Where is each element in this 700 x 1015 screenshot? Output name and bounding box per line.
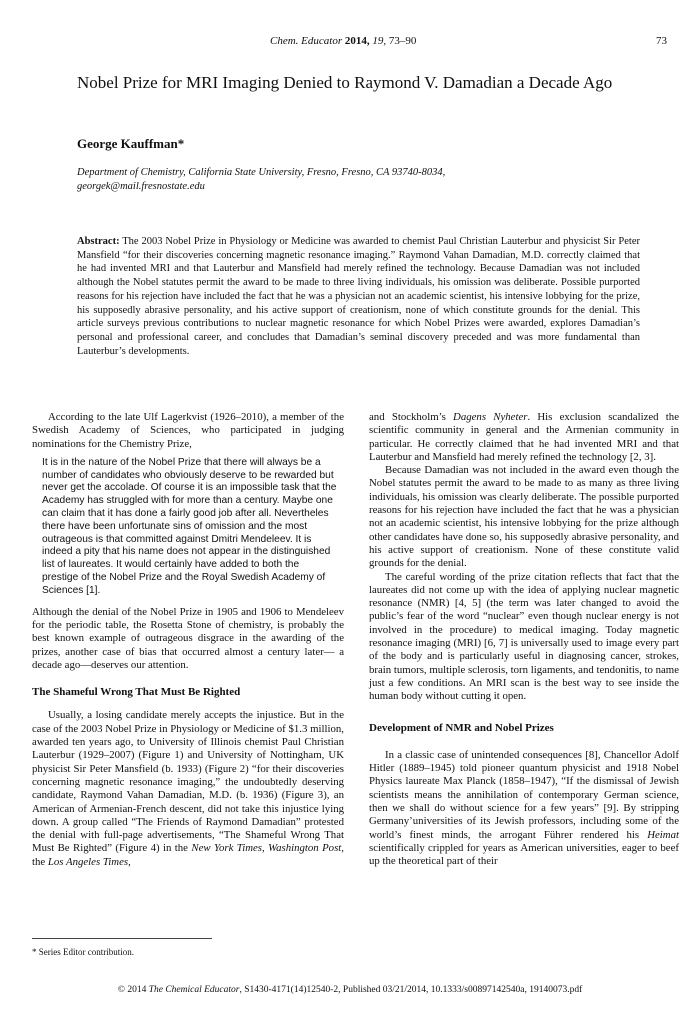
paragraph: The careful wording of the prize citation reflects that fact that the laureates did not come up with the idea of applying nuclear magnetic resonance (NMR) [4, 5] (the term was later changed to avoid the public’s fear of the word “nuclear” even though nuclear energy is not involved in the procedure) to medical imaging. Today magnetic resonance imaging (MRI) [6, 7] is universally used to image every part of the body and is particularly useful in diagnosing cancer, strokes, brain tumors, multiple sclerosis, torn ligaments, and tendonitis, to name just a few conditions. An MRI scan is the best way to see inside the human body without cutting it open. bbox=[369, 570, 679, 703]
separator: , bbox=[128, 855, 131, 868]
section-heading: The Shameful Wrong That Must Be Righted bbox=[32, 686, 241, 699]
affiliation-email: georgek@mail.fresnostate.edu bbox=[77, 181, 205, 192]
author-name: George Kauffman* bbox=[77, 136, 185, 151]
article-title: Nobel Prize for MRI Imaging Denied to Raymond V. Damadian a Decade Ago bbox=[77, 73, 613, 92]
footnote: * Series Editor contribution. bbox=[32, 947, 134, 957]
left-column bbox=[32, 411, 344, 869]
journal-pages: 73–90 bbox=[388, 35, 417, 47]
section-heading: Development of NMR and Nobel Prizes bbox=[369, 721, 554, 734]
newspaper-name: Dagens Nyheter bbox=[453, 411, 528, 423]
abstract bbox=[77, 235, 640, 358]
journal-volume: 19, bbox=[372, 35, 387, 47]
newspaper-name: New York Times bbox=[191, 842, 262, 855]
footer-citation: , S1430-4171(14)12540-2, Published 03/21/2014, 10.1333/s00897142540a, 19140073.pdf bbox=[239, 985, 583, 995]
paragraph bbox=[369, 749, 679, 869]
newspaper-name: Washington Post bbox=[268, 842, 342, 855]
paragraph-text: and Stockholm’s bbox=[369, 411, 454, 423]
journal-name: Chem. Educator bbox=[270, 35, 343, 47]
author-affiliation bbox=[77, 166, 587, 194]
paragraph: Because Damadian was not included in the award even though the Nobel statutes permit the award to be made to as many as three living individuals, his omission was clearly deliberate. The possible purported reasons for his rejection have included the fact that he was a physician not an academic scientist, his intensive lobbying for the prize although other candidates have done so, his supposedly abrasive personality, and his active support of creationism. None of these constitute valid grounds for the denial. bbox=[369, 464, 679, 570]
right-column bbox=[369, 411, 679, 869]
abstract-text: The 2003 Nobel Prize in Physiology or Medicine was awarded to chemist Paul Christian Lauterbur and physicist Sir Peter Mansfield “for their discoveries concerning magnetic resonance imaging.” Raymond Vahan Damadian, M.D. correctly claimed that he had invented MRI and that Lauterbur and Mansfield had merely refined the technology. Because Damadian was not included although the Nobel statutes permit the award to be made to three living individuals, his omission was deliberate. Possible purported reasons for his rejection have included the fact that he was a physician not an academic scientist, his intensive lobbying for the prize, his supposedly abrasive personality, and his active support of creationism, none of which constitute grounds for the denial. This article surveys previous contributions to nuclear magnetic resonance for which Nobel Prizes were awarded, explores Damadian’s personal and professional career, and concludes that Damadian’s seminal discovery preceded and was more fundamental than Lauterbur’s developments. bbox=[77, 236, 640, 357]
newspaper-name: Los Angeles Times bbox=[47, 855, 129, 868]
paragraph-text: In a classic case of unintended consequences [8], Chancellor Adolf Hitler (1889–1945) told pioneer quantum physicist and 1918 Nobel Physics laureate Max Planck (1858–1947), “If the dismissal of Jewish scientists means the annihilation of contemporary German science, then we shall do without science for a few years” [9]. By stripping Germany’universities of its Jewish professors, including some of the world’s finest minds, the arrogant Führer rendered his bbox=[369, 748, 679, 841]
abstract-label: Abstract: bbox=[77, 236, 120, 247]
footnote-rule bbox=[32, 938, 212, 939]
separator: , the bbox=[32, 842, 344, 868]
page-footer bbox=[0, 985, 700, 995]
affiliation-address: Department of Chemistry, California State University, Fresno, Fresno, CA 93740-8034, bbox=[77, 167, 446, 178]
footer-journal: The Chemical Educator bbox=[148, 985, 240, 995]
separator: , bbox=[261, 842, 269, 855]
paragraph-text: Usually, a losing candidate merely accepts the injustice. But in the case of the 2003 Nobel Prize in Physiology or Medicine of $1.3 million, awarded ten years ago, to University of Illinois chemist Paul Christian Lauterbur (1929–2007) (Figure 1) and University of Nottingham, UK physicist Sir Peter Mansfield (b. 1933) (Figure 2) “for their discoveries concerning magnetic resonance imaging,” the undoubtedly deserving candidate, Raymond Vahan Damadian, M.D. (b. 1936) (Figure 3), an American of Armenian-French descent, did not take this injustice lying down. A group called “The Friends of Raymond Damadian” protested the denial with full-page advertisements, “The Shameful Wrong That Must Be Righted” (Figure 4) in the bbox=[32, 709, 344, 855]
copyright: © 2014 bbox=[117, 985, 149, 995]
paragraph: According to the late Ulf Lagerkvist (1926–2010), a member of the Swedish Academy of Sciences, who participated in judging nominations for the Chemistry Prize, bbox=[32, 411, 344, 450]
block-quote: It is in the nature of the Nobel Prize that there will always be a number of candidates who obviously deserve to be rewarded but never get the accolade. Of course it is an impossible task that the Academy has struggled with for more than a century. Maybe one can claim that it has done a fairly good job after all. Nevertheles there have been unfortunate sins of omission and the most outrageous is that committed against Dmitri Mendeleev. It is indeed a pity that his name does not appear in the distinguished list of laureates. It would certainly have added to both the prestige of the Nobel Prize and the Royal Swedish Academy of Sciences [1]. bbox=[42, 456, 337, 596]
paragraph bbox=[32, 709, 344, 869]
paragraph-text: scientifically crippled for years as American universities, eager to beef up the theoretical part of their bbox=[369, 841, 679, 868]
journal-year: 2014, bbox=[344, 35, 370, 47]
paragraph bbox=[369, 411, 679, 464]
journal-citation bbox=[270, 35, 416, 47]
italic-term: Heimat bbox=[647, 828, 679, 841]
page-number: 73 bbox=[656, 35, 667, 47]
paragraph-text: . His exclusion scandalized the scientific community in general and the Armenian community in particular. He correctly claimed that he had invented MRI and that Lauterbur and Mansfield had merely refined the technology [2, 3]. bbox=[369, 411, 679, 463]
paragraph: Although the denial of the Nobel Prize in 1905 and 1906 to Mendeleev for the periodic table, the Rosetta Stone of chemistry, is probably the best known example of outrageous disgrace in the awarding of the prizes, another case of bias that occurred almost a century later— a decade ago—deserves our attention. bbox=[32, 605, 344, 671]
